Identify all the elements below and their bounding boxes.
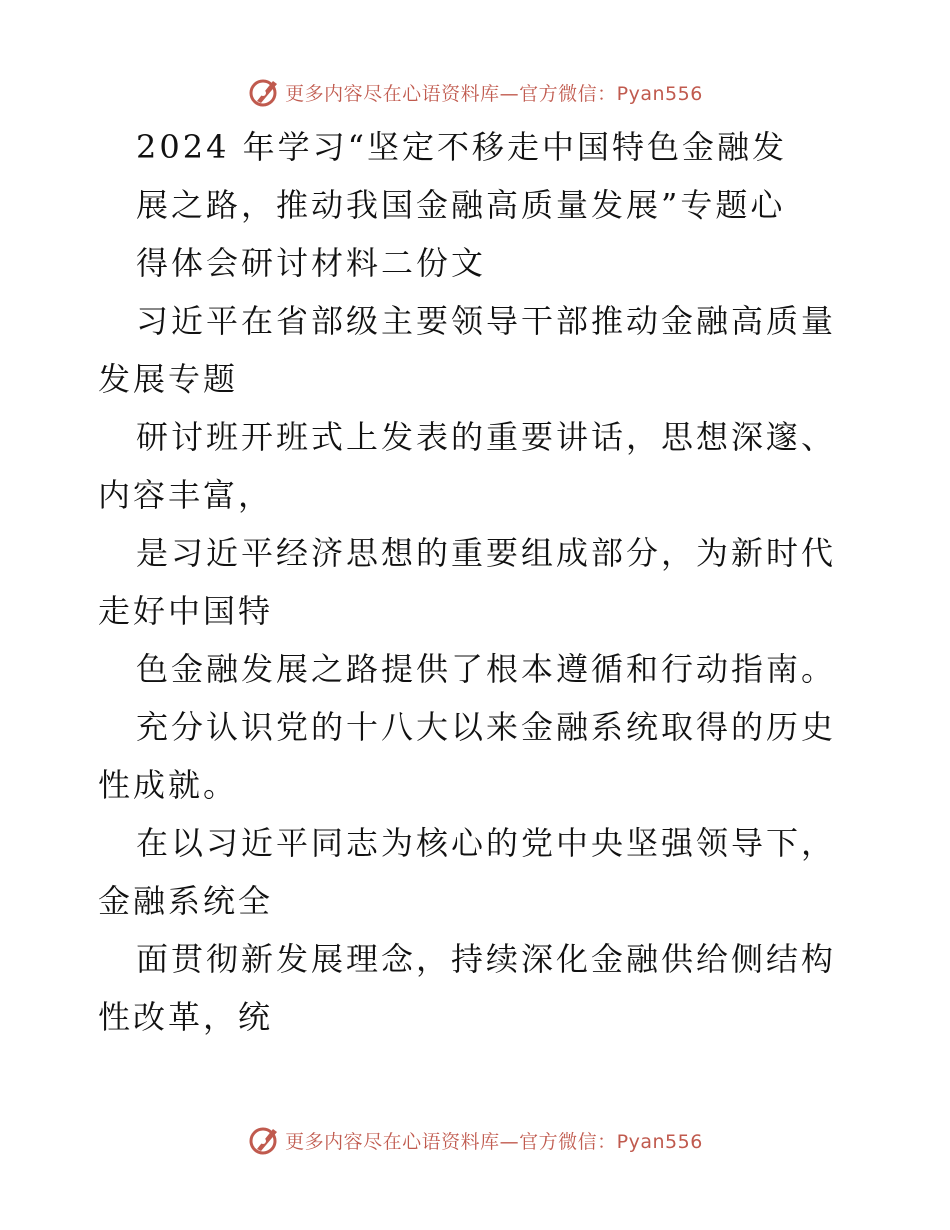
title-line: 得体会研讨材料二份文 [136, 244, 487, 282]
paragraph: 面贯彻新发展理念，持续深化金融供给侧结构性改革，统 [98, 940, 837, 1036]
paragraph: 习近平在省部级主要领导干部推动金融高质量发展专题 [98, 302, 837, 398]
pen-nib-circle-icon [247, 1123, 281, 1157]
paragraph: 研讨班开班式上发表的重要讲话，思想深邃、内容丰富， [98, 418, 837, 514]
document-title [98, 118, 858, 292]
banner-text: 更多内容尽在心语资料库—官方微信：Pyan556 [285, 1130, 703, 1153]
paragraph: 色金融发展之路提供了根本遵循和行动指南。 [136, 650, 837, 688]
header-banner [0, 72, 950, 112]
title-line: 2024 年学习“坚定不移走中国特色金融发 [136, 128, 787, 166]
document-body [98, 118, 858, 1046]
paragraph: 是习近平经济思想的重要组成部分，为新时代走好中国特 [98, 534, 837, 630]
title-line: 展之路，推动我国金融高质量发展”专题心 [136, 186, 786, 224]
banner-text: 更多内容尽在心语资料库—官方微信：Pyan556 [285, 82, 703, 105]
paragraph: 在以习近平同志为核心的党中央坚强领导下，金融系统全 [98, 824, 837, 920]
paragraph: 充分认识党的十八大以来金融系统取得的历史性成就。 [98, 708, 837, 804]
pen-nib-circle-icon [247, 75, 281, 109]
footer-banner [0, 1120, 950, 1160]
